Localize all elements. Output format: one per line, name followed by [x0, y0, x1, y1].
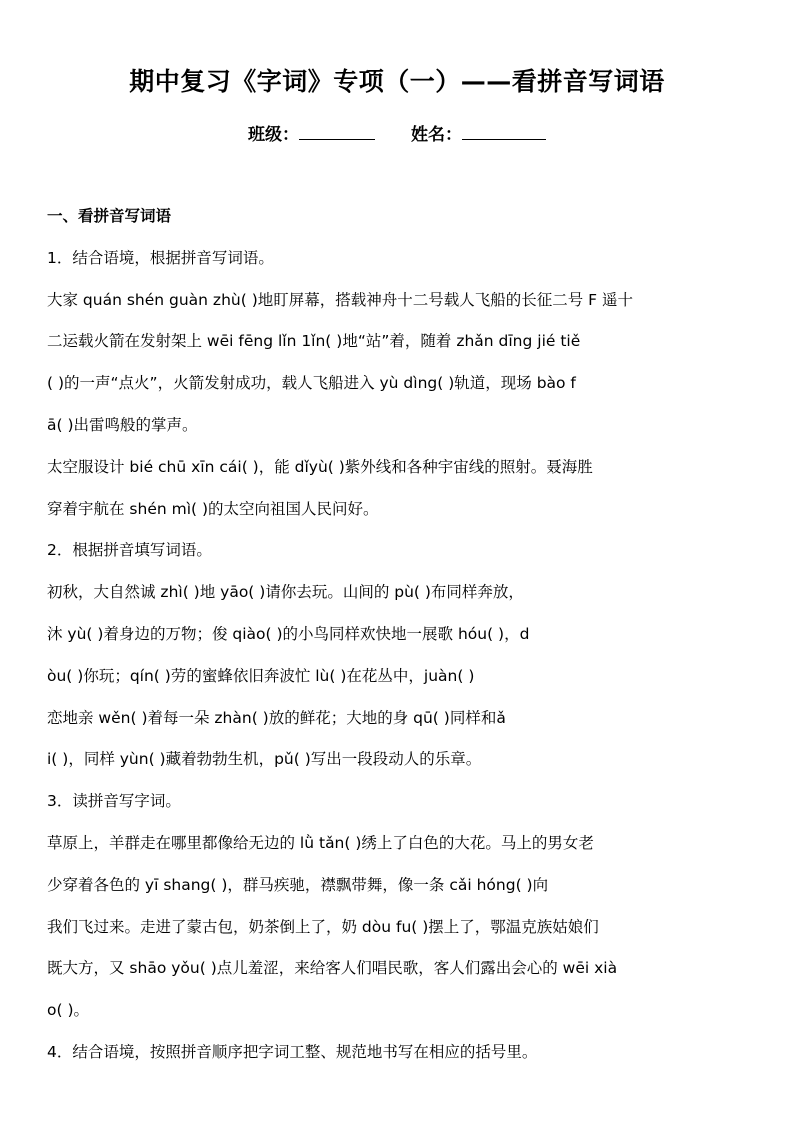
name-blank[interactable] — [462, 123, 546, 140]
class-blank[interactable] — [299, 123, 375, 140]
question-1-instruction: 1．结合语境，根据拼音写词语。 — [47, 248, 274, 267]
worksheet-body — [47, 196, 747, 1074]
question-1-text-line: 穿着宇航在 shén mì( )的太空向祖国人民问好。 — [47, 499, 379, 518]
question-3-text-line: o( )。 — [47, 1001, 90, 1020]
question-1-text-line: 二运载火箭在发射架上 wēi fēng lǐn 1ǐn( )地“站”着，随着 zhǎn dīng jié tiě — [47, 332, 581, 351]
student-info-line — [0, 120, 794, 145]
section-heading: 一、看拼音写词语 — [47, 207, 172, 225]
question-2-text-line: 初秋，大自然诚 zhì( )地 yāo( )请你去玩。山间的 pù( )布同样奔放， — [47, 583, 524, 602]
question-2-text-line: i( )，同样 yùn( )藏着勃勃生机，pǔ( )写出一段段动人的乐章。 — [47, 750, 482, 769]
question-2-text-line: 沐 yù( )着身边的万物；俊 qiào( )的小鸟同样欢快地一展歌 hóu( )，d — [47, 624, 530, 643]
question-1-text-line: 太空服设计 bié chū xīn cái( )，能 dǐyù( )紫外线和各种宇宙线的照射。聂海胜 — [47, 457, 593, 476]
question-3-text-line: 少穿着各色的 yī shang( )，群马疾驰，襟飘带舞，像一条 cǎi hóng( )向 — [47, 875, 549, 894]
question-1-text-line: 大家 quán shén guàn zhù( )地盯屏幕，搭载神舟十二号载人飞船的长征二号 F 遥十 — [47, 290, 634, 309]
question-2-text-line: 恋地亲 wěn( )着每一朵 zhàn( )放的鲜花；大地的身 qū( )同样和ǎ — [47, 708, 506, 727]
page-title: 期中复习《字词》专项（一）——看拼音写词语 — [129, 67, 665, 96]
question-2-text-line: òu( )你玩；qín( )劳的蜜蜂依旧奔波忙 lù( )在花丛中，juàn( ) — [47, 666, 475, 685]
question-1-text-line: ā( )出雷鸣般的掌声。 — [47, 415, 198, 434]
question-2-instruction: 2．根据拼音填写词语。 — [47, 541, 212, 560]
question-3-text-line: 我们飞过来。走进了蒙古包，奶茶倒上了，奶 dòu fu( )摆上了，鄂温克族姑娘们 — [47, 917, 599, 936]
question-3-instruction: 3．读拼音写字词。 — [47, 792, 181, 811]
question-3-text-line: 草原上，羊群走在哪里都像给无边的 lǜ tǎn( )绣上了白色的大花。马上的男女老 — [47, 833, 594, 852]
question-3-text-line: 既大方，又 shāo yǒu( )点儿羞涩，来给客人们唱民歌，客人们露出会心的 wēi xià — [47, 959, 618, 978]
class-label: 班级： — [248, 125, 299, 145]
question-4-instruction: 4．结合语境，按照拼音顺序把字词工整、规范地书写在相应的括号里。 — [47, 1042, 538, 1061]
name-label: 姓名： — [411, 125, 462, 145]
question-1-text-line: ( )的一声“点火”，火箭发射成功，载人飞船进入 yù dìng( )轨道，现场 bào f — [47, 374, 576, 393]
